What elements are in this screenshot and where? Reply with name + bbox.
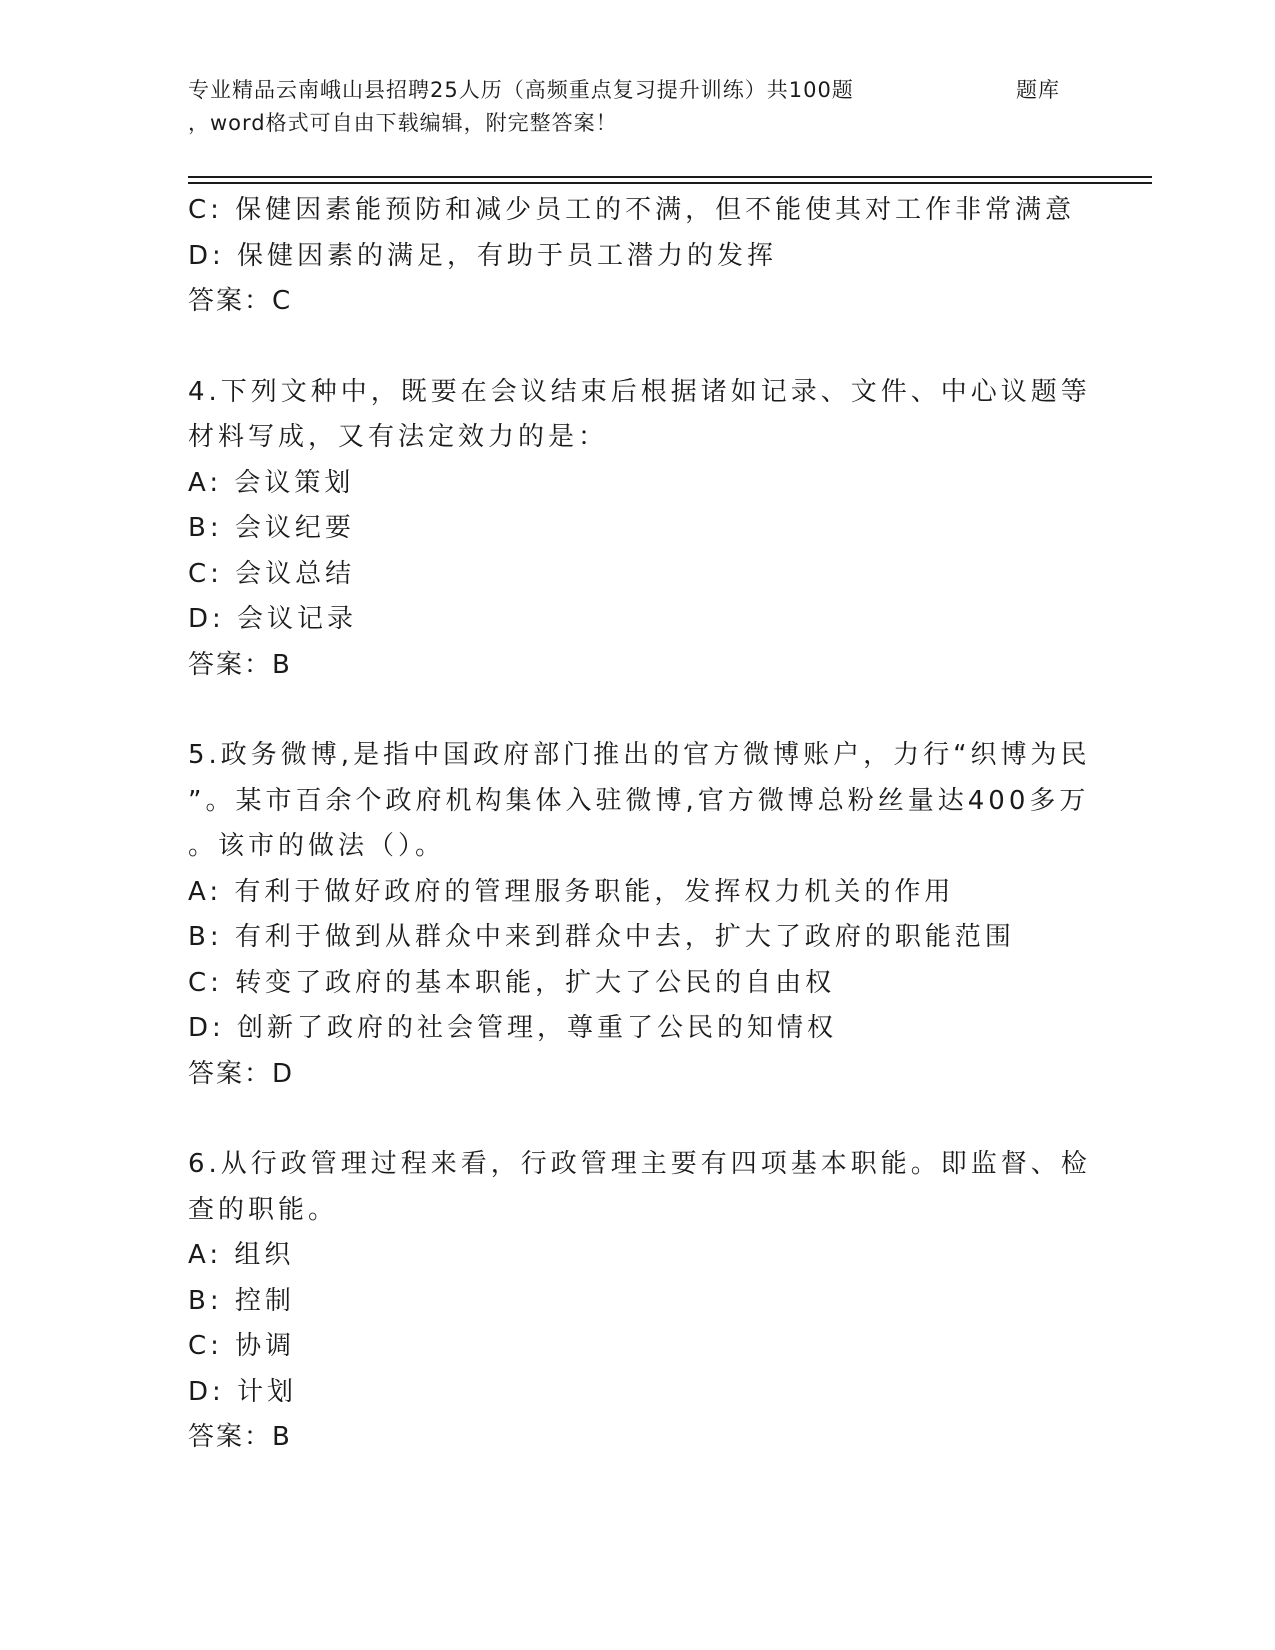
option-c: C: 保健因素能预防和减少员工的不满，但不能使其对工作非常满意 xyxy=(188,195,1076,225)
question-stem-line: 查的职能。 xyxy=(188,1194,339,1225)
header-line-1 xyxy=(188,74,1088,107)
option-b: B: 有利于做到从群众中来到群众中去，扩大了政府的职能范围 xyxy=(188,922,1015,952)
header-divider-bottom xyxy=(188,182,1152,184)
option-a: A: 会议策划 xyxy=(188,467,355,498)
option-c: C: 会议总结 xyxy=(188,558,356,589)
question-4 xyxy=(188,370,1091,689)
option-b: B: 会议纪要 xyxy=(188,513,355,543)
question-3-tail xyxy=(188,188,1088,325)
question-stem-line: 4.下列文种中，既要在会议结束后根据诸如记录、文件、中心议题等 xyxy=(188,376,1091,407)
header-subtitle: ，word格式可自由下载编辑，附完整答案！ xyxy=(188,111,618,135)
header-tag: 题库 xyxy=(1016,78,1060,102)
answer: 答案：B xyxy=(188,649,292,680)
page-header xyxy=(188,74,1088,140)
option-d: D: 创新了政府的社会管理，尊重了公民的知情权 xyxy=(188,1013,838,1043)
document-body xyxy=(188,188,1091,1461)
option-c: C: 转变了政府的基本职能，扩大了公民的自由权 xyxy=(188,967,836,998)
answer: 答案：C xyxy=(188,286,293,316)
option-a: A: 有利于做好政府的管理服务职能，发挥权力机关的作用 xyxy=(188,876,955,907)
option-b: B: 控制 xyxy=(188,1285,295,1316)
document-title: 专业精品云南峨山县招聘25人历（高频重点复习提升训练）共100题 xyxy=(188,78,854,102)
answer: 答案：B xyxy=(188,1422,292,1452)
option-d: D: 会议记录 xyxy=(188,604,358,634)
option-c: C: 协调 xyxy=(188,1331,296,1361)
question-stem-line: 5.政务微博,是指中国政府部门推出的官方微博账户，力行“织博为民 xyxy=(188,740,1091,770)
question-stem-line: 6.从行政管理过程来看，行政管理主要有四项基本职能。即监督、检 xyxy=(188,1149,1091,1179)
question-stem-line: ”。某市百余个政府机构集体入驻微博,官方微博总粉丝量达400多万 xyxy=(188,785,1090,816)
question-5 xyxy=(188,733,1091,1097)
option-a: A: 组织 xyxy=(188,1240,295,1270)
option-d: D: 保健因素的满足，有助于员工潜力的发挥 xyxy=(188,240,778,271)
option-d: D: 计划 xyxy=(188,1376,298,1407)
header-divider-top xyxy=(188,176,1152,178)
question-stem-line: 材料写成，又有法定效力的是： xyxy=(188,422,609,452)
answer: 答案：D xyxy=(188,1058,295,1089)
question-stem-line: 。该市的做法（）。 xyxy=(188,831,446,861)
question-6 xyxy=(188,1142,1091,1461)
